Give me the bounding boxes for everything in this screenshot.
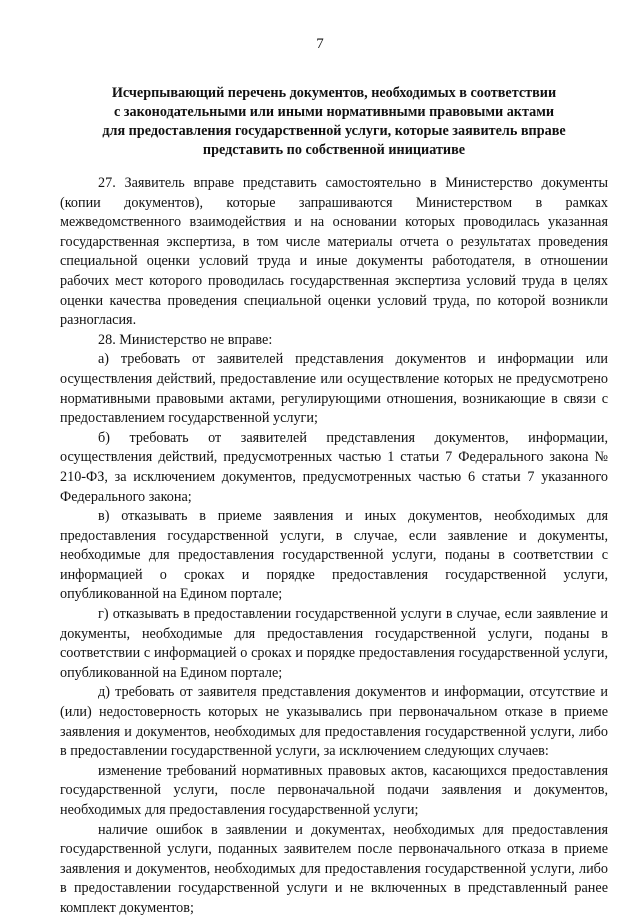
paragraph-28: 28. Министерство не вправе: <box>98 331 273 348</box>
section-heading <box>60 84 608 160</box>
heading-line: Исчерпывающий перечень документов, необходимых в соответствии <box>111 85 557 101</box>
paragraph-28-v: в) отказывать в приеме заявления и иных документов, необходимых для предоставления государственной услуги, в случае, если заявление и документы, необходимые для предоставления государственной услуги, поданы в соответствии с информацией о сроках и порядке предоставления государственной услуги, опубликованной на Едином портале; <box>60 508 608 603</box>
exception-item: изменение требований нормативных правовых актов, касающихся предоставления государственной услуги, после первоначальной подачи заявления и документов, необходимых для предоставления государственной услуги; <box>60 762 608 818</box>
paragraph-28-d: д) требовать от заявителя представления документов и информации, отсутствие и (или) недостоверность которых не указывались при первоначальном отказе в приеме заявления и документов, необходимых для предоставления государственной услуги, либо в предоставлении государственной услуги, за исключением следующих случаев: <box>60 684 608 760</box>
document-body <box>60 174 608 919</box>
paragraph-27: 27. Заявитель вправе представить самостоятельно в Министерство документы (копии документов), которые запрашиваются Министерством в рамках межведомственного взаимодействия и на основании которых проводилась указанная государственная экспертиза, в том числе материалы отчета о результатах проведения специальной оценки условий труда и иные документы работодателя, в отношении рабочих мест которого проводилась государственная экспертиза условий труда в целях оценки качества проведения специальной оценки условий труда, по которой возникли разногласия. <box>60 175 608 329</box>
heading-line: представить по собственной инициативе <box>202 142 466 158</box>
paragraph-28-b: б) требовать от заявителей представления документов, информации, осуществления действий, предусмотренных частью 1 статьи 7 Федерального закона № 210-ФЗ, за исключением документов, предусмотренных частью 6 статьи 7 указанного Федерального закона; <box>60 429 608 505</box>
paragraph-28-a: а) требовать от заявителей представления документов и информации или осуществления действий, предоставление или осуществление которых не предусмотрено нормативными правовыми актами, регулирующими отношения, возникающие в связи с предоставлением государственной услуги; <box>60 351 608 427</box>
paragraph-28-g: г) отказывать в предоставлении государственной услуги в случае, если заявление и документы, необходимые для предоставления государственной услуги, поданы в соответствии с информацией о сроках и порядке предоставления государственной услуги, опубликованной на Едином портале; <box>60 606 608 681</box>
page-number: 7 <box>316 36 324 52</box>
exception-item: наличие ошибок в заявлении и документах, необходимых для предоставления государственной услуги, поданных заявителем после первоначального отказа в приеме заявления и документов, необходимых для предоставления государственной услуги, либо в предоставлении государственной услуги и не включенных в представленный ранее комплект документов; <box>60 821 608 916</box>
heading-line: с законодательными или иными нормативными правовыми актами <box>113 104 555 120</box>
heading-line: для предоставления государственной услуги, которые заявитель вправе <box>102 123 566 139</box>
